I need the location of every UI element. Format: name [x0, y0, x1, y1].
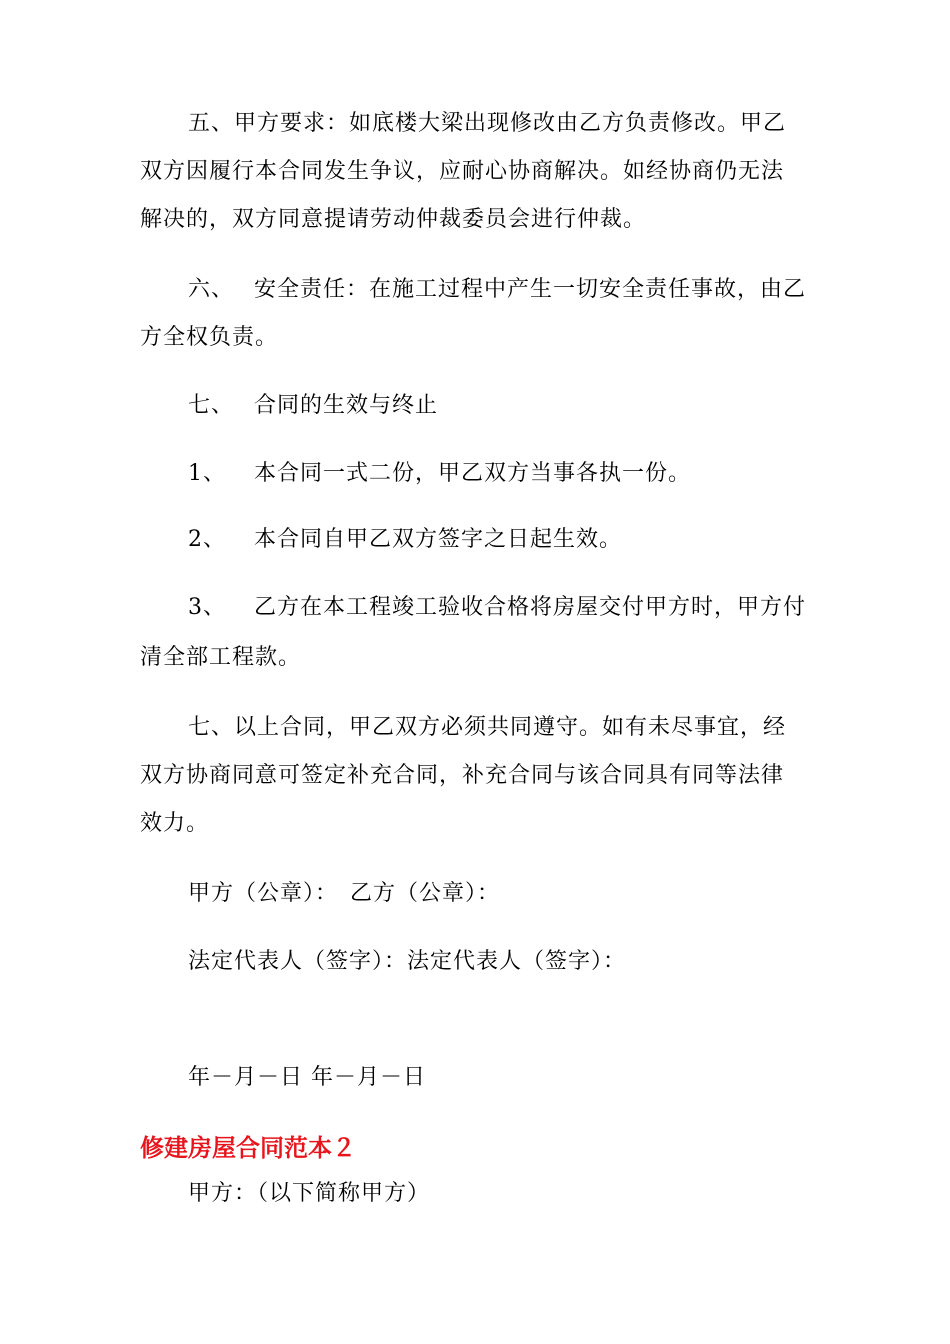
section6-number: 六、: [188, 277, 235, 302]
section7-title: [188, 384, 828, 428]
closing-line3: 效力。: [140, 811, 210, 836]
section-heading: 修建房屋合同范本２: [140, 1134, 356, 1162]
section6-text: 安全责任：在施工过程中产生一切安全责任事故，由乙: [254, 277, 807, 302]
section5-line3: 解决的，双方同意提请劳动仲裁委员会进行仲裁。: [140, 207, 647, 232]
list-item: [188, 518, 828, 562]
list-item: [188, 586, 828, 630]
list-item: [188, 452, 828, 496]
section6-line2: 方全权负责。: [140, 325, 279, 350]
section7-number: 七、: [188, 393, 235, 418]
seal-line: 甲方（公章）： 乙方（公章）：: [188, 881, 501, 906]
item-number: 1、: [188, 461, 226, 486]
closing-line1: 七、以上合同，甲乙双方必须共同遵守。如有未尽事宜，经: [188, 715, 787, 740]
item-text: 本合同一式二份，甲乙双方当事各执一份。: [254, 461, 692, 486]
section7-title-text: 合同的生效与终止: [254, 393, 439, 418]
item-continuation: 清全部工程款。: [140, 645, 302, 670]
closing-line2: 双方协商同意可签定补充合同，补充合同与该合同具有同等法律: [140, 763, 785, 788]
section5-line2: 双方因履行本合同发生争议，应耐心协商解决。如经协商仍无法: [140, 159, 785, 184]
party-a-line: 甲方：（以下简称甲方）: [188, 1181, 431, 1206]
representative-line: 法定代表人（签字）：法定代表人（签字）：: [188, 949, 627, 974]
section6-line1: [188, 268, 828, 312]
item-number: 2、: [188, 527, 226, 552]
item-text: 乙方在本工程竣工验收合格将房屋交付甲方时，甲方付: [254, 595, 807, 620]
section5-line1: 五、甲方要求：如底楼大梁出现修改由乙方负责修改。甲乙: [188, 111, 787, 136]
date-line: 年－月－日 年－月－日: [188, 1065, 426, 1090]
item-number: 3、: [188, 595, 226, 620]
item-text: 本合同自甲乙双方签字之日起生效。: [254, 527, 623, 552]
